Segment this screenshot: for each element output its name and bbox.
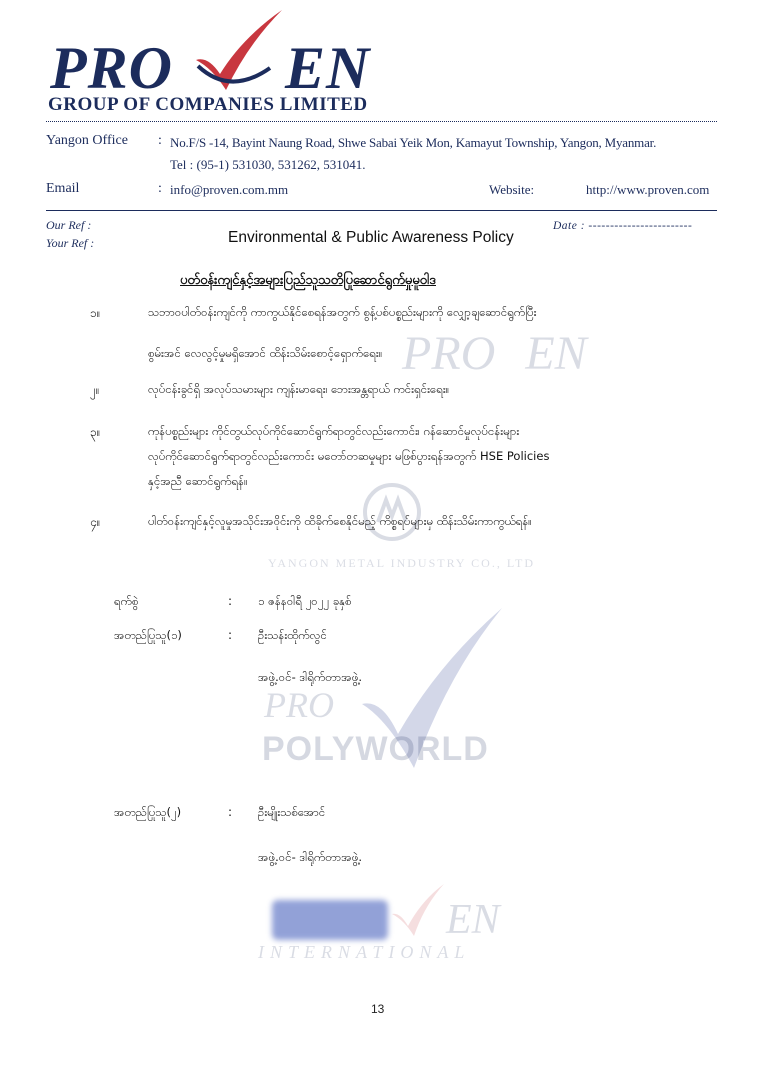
myanmar-title: ပတ်ဝန်းကျင်နှင့်အများပြည်သူသတိပြုဆောင်ရွက်မှုမူဝါဒ [180, 273, 436, 288]
item-4-number: ၄။ [90, 515, 101, 529]
item-4-line-1: ပါတ်ဝန်းကျင်နှင့်လူမှုအသိုင်းအဝိုင်းကို ထိခိုက်စေနိုင်မည့် ကိစ္စရပ်များမှ ထိန်းသိမ်းကာကွယ်ရန်။ [148, 514, 532, 528]
item-1-number: ၁။ [90, 306, 101, 320]
watermark-ymi-emblem-icon [362, 482, 422, 542]
item-1-line-2: စွမ်းအင် လေလွင့်မှုမရှိအောင် ထိန်းသိမ်းစောင့်ရှောက်ရေး။ [148, 346, 383, 360]
watermark-pro-text: PRO [402, 327, 496, 380]
logo-check-icon [190, 8, 290, 93]
item-3-line-3: နှင့်အညီ ဆောင်ရွက်ရန်။ [148, 474, 248, 488]
watermark-pro-mid: PRO [264, 685, 334, 725]
approver-2-sep: : [228, 805, 233, 819]
item-1-line-1: သဘာဝပါတ်ဝန်းကျင်ကို ကာကွယ်နိုင်စေရန်အတွက် စွန့်ပစ်ပစ္စည်းများကို လျှော့ချဆောင်ရွက်ပြီး [148, 305, 537, 319]
date-field: Date : ------------------------ [553, 220, 693, 232]
item-3-line-2: လုပ်ကိုင်ဆောင်ရွက်ရာတွင်လည်းကောင်း မတော်တဆမှုများ မဖြစ်ပွားရန်အတွက် HSE Policies [148, 449, 550, 463]
page-number: 13 [371, 1002, 385, 1016]
office-address: No.F/S -14, Bayint Naung Road, Shwe Sabai Yeik Mon, Kamayut Township, Yangon, Myanmar. [170, 135, 657, 150]
approver-1-label: အတည်ပြုသူ(၁) [114, 628, 182, 642]
approver-1-name: ဦးသန်းထိုက်လွင် [258, 628, 327, 642]
approver-2-name: ဦးမျိုးသစ်အောင် [258, 805, 326, 819]
watermark-polyworld: POLYWORLD [262, 730, 489, 768]
company-line: GROUP OF COMPANIES LIMITED [48, 94, 368, 115]
logo-en: EN [285, 35, 371, 101]
watermark-ymi-text: YANGON METAL INDUSTRY CO., LTD [268, 556, 536, 570]
watermark-proven-top [402, 326, 587, 381]
website-label: Website: [489, 182, 535, 197]
approver-1-sep: : [228, 628, 233, 642]
date-sep: : [228, 594, 233, 608]
office-tel: Tel : (95-1) 531030, 531262, 531041. [170, 157, 366, 172]
email-sep: : [158, 181, 162, 196]
email-label: Email [46, 181, 80, 196]
date-value: ၁ ဇန်နဝါရီ ၂၀၂၂ ခုနှစ် [258, 594, 352, 608]
office-sep: : [158, 133, 162, 148]
header-rule-solid [46, 210, 717, 211]
approver-1-title: အဖွဲ့.ဝင်- ဒါရိုက်တာအဖွဲ့. [258, 670, 362, 684]
approver-2-title: အဖွဲ့.ဝင်- ဒါရိုက်တာအဖွဲ့. [258, 850, 362, 864]
item-3-number: ၃။ [90, 425, 101, 439]
approver-2-label: အတည်ပြုသူ(၂) [114, 805, 182, 819]
website-link[interactable]: http://www.proven.com [586, 182, 710, 197]
our-ref: Our Ref : [46, 218, 92, 232]
logo-pro: PRO [50, 35, 173, 101]
item-2-line-1: လုပ်ငန်းခွင်ရှိ အလုပ်သမားများ ကျန်းမာရေး၊ ဘေးအန္တရာယ် ကင်းရှင်းရေး။ [148, 382, 450, 396]
watermark-blurred-logo [272, 900, 388, 940]
watermark-international: INTERNATIONAL [258, 942, 471, 962]
policy-title: Environmental & Public Awareness Policy [228, 229, 514, 246]
your-ref: Your Ref : [46, 236, 95, 250]
watermark-check-bottom-icon [388, 880, 448, 940]
watermark-en-text: EN [525, 327, 587, 380]
watermark-en-bottom: EN [446, 897, 500, 943]
date-label: ရက်စွဲ [114, 594, 139, 608]
office-label: Yangon Office [46, 133, 128, 148]
email-link[interactable]: info@proven.com.mm [170, 182, 289, 197]
header-rule-dotted [46, 121, 717, 122]
item-2-number: ၂။ [90, 383, 100, 397]
item-3-line-1: ကုန်ပစ္စည်းများ ကိုင်တွယ်လုပ်ကိုင်ဆောင်ရွက်ရာတွင်လည်းကောင်း၊ ဂန်ဆောင်မှုလုပ်ငန်းများ [148, 424, 520, 438]
